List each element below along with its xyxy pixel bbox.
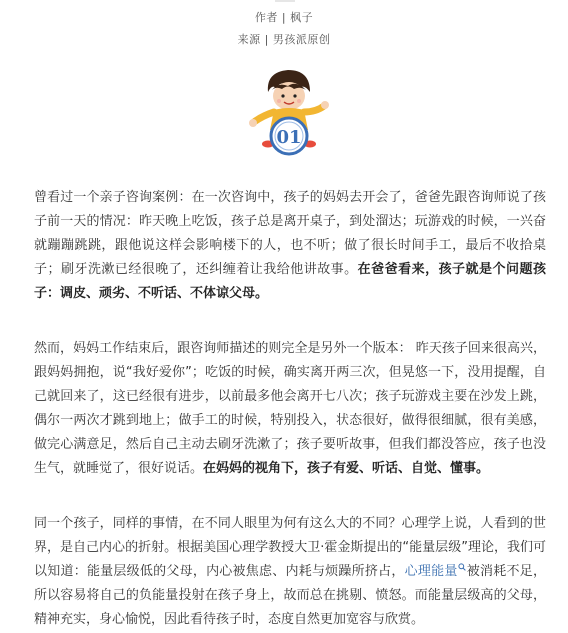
top-divider — [275, 0, 295, 2]
number-badge — [271, 118, 307, 154]
section-number: 01 — [276, 127, 302, 148]
article-body — [34, 186, 546, 632]
paragraph-2-emphasis: 在妈妈的视角下，孩子有爱、听话、自觉、懂事。 — [203, 461, 490, 476]
paragraph-2: 然而，妈妈工作结束后，跟咨询师描述的则完全是另外一个版本： 昨天孩子回来很高兴，跟妈妈拥抱，说“我好爱你”；吃饭的时候，确实离开两三次，但晃悠一下，没用提醒，自己就回来了，这已经很有进步，以前最多他会离开七八次；孩子玩游戏主要在沙发上跳，偶尔一两次才跳到地上；做手工的时候，特别投入，状态很好，做得很细腻，很有美感，做完心满意足，然后自己主动去刷牙洗漱了；孩子要听故事，但我们都没答应，孩子也没生气，就睡觉了，很好说话。在妈妈的视角下，孩子有爱、听话、自觉、懂事。 — [34, 341, 546, 476]
source-line: 来源 | 男孩派原创 — [237, 33, 331, 46]
section-badge-illustration — [244, 62, 334, 162]
author-line: 作者 | 枫子 — [254, 11, 314, 24]
paragraph-3: 同一个孩子，同样的事情，在不同人眼里为何有这么大的不同？心理学上说，人看到的世界，是自己内心的折射。根据美国心理学教授大卫·霍金斯提出的“能量层级”理论，我们可以知道：能量层级低的父母，内心被焦虑、内耗与烦躁所挤占，心理能量 被消耗不足，所以容易将自己的负能量投射在孩子身上，故而总在挑剔、愤怒。而能量层级高的父母，精神充实，身心愉悦，因此看待孩子时，态度自然更加宽容与欣赏。 — [34, 516, 546, 627]
search-icon[interactable] — [458, 563, 466, 571]
psychic-energy-link[interactable]: 心理能量 — [404, 564, 458, 579]
paragraph-1: 曾看过一个亲子咨询案例：在一次咨询中，孩子的妈妈去开会了，爸爸先跟咨询师说了孩子前一天的情况：昨天晚上吃饭，孩子总是离开桌子，到处溜达；玩游戏的时候，一兴奋就蹦蹦跳跳，跟他说这样会影响楼下的人，也不听；做了很长时间手工，最后不收拾桌子；刷牙洗漱已经很晚了，还纠缠着让我给他讲故事。在爸爸看来，孩子就是个问题孩子：调皮、顽劣、不听话、不体谅父母。 — [34, 190, 546, 301]
paragraph-1-emphasis: 在爸爸看来，孩子就是个问题孩子：调皮、顽劣、不听话、不体谅父母。 — [34, 262, 546, 301]
